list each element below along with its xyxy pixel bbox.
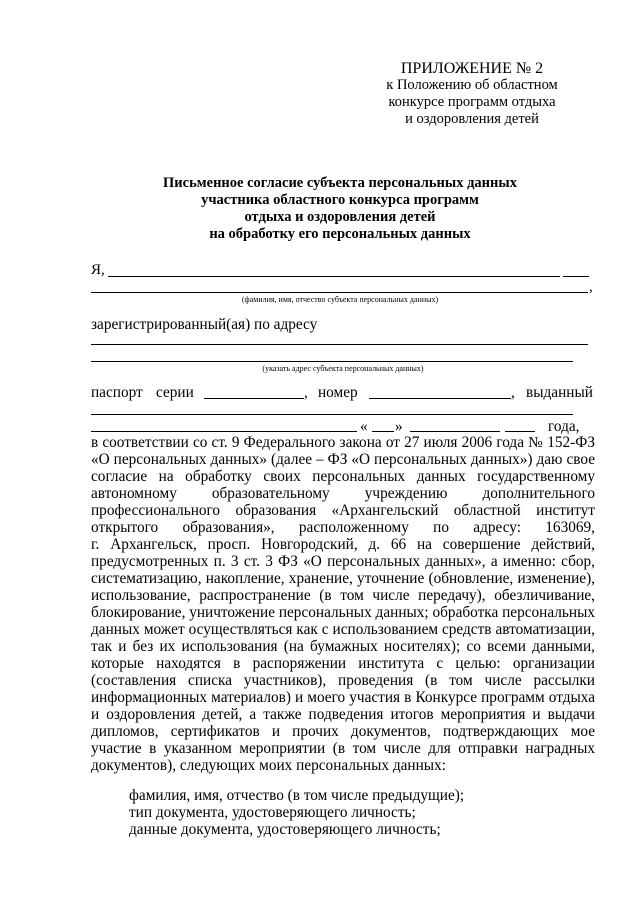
appendix-number: ПРИЛОЖЕНИЕ № 2 [400, 60, 544, 77]
body-line: автономному образовательному учреждению дополнительного [91, 485, 595, 502]
body-line: данных может осуществляться как с использованием средств автоматизации, [91, 621, 595, 638]
body-line: дипломов, сертификатов и прочих документов, подтверждающих мое [91, 723, 595, 740]
day-field[interactable] [372, 431, 394, 432]
body-line: предусмотренных п. 3 ст. 3 ФЗ «О персональных данных», а именно: сбор, [91, 553, 595, 570]
issued-field-line-1[interactable] [91, 414, 573, 415]
body-line: участие в указанном мероприятии (в том числе для отправки наградных [91, 740, 595, 757]
fio-field-line-2[interactable] [91, 292, 588, 293]
quote-close: » [395, 418, 403, 435]
passport-label: паспорт [91, 384, 143, 401]
appendix-line-3: и оздоровления детей [405, 111, 539, 127]
title-line-2: участника областного конкурса программ [201, 192, 479, 208]
number-field[interactable] [369, 398, 511, 399]
body-line: так и без их использования (на бумажных носителях); со всеми данными, [91, 638, 595, 655]
body-line: в соответствии со ст. 9 Федерального закона от 27 июля 2006 года № 152-ФЗ [91, 434, 595, 451]
issued-field-line-2[interactable] [91, 431, 357, 432]
address-caption: (указать адрес субъекта персональных данных) [262, 364, 424, 373]
ya-label: Я, [91, 262, 105, 278]
address-field-line-2[interactable] [91, 361, 573, 362]
issued-label: выданный [526, 384, 593, 401]
number-label: номер [318, 384, 358, 401]
title-line-3: отдыха и оздоровления детей [244, 209, 436, 225]
fio-field-line-1[interactable] [108, 276, 560, 277]
body-line: открытого образования», расположенному по адресу: 163069, [91, 519, 595, 536]
appendix-header [372, 60, 572, 128]
body-line: блокирование, уничтожение персональных данных; обработка персональных [91, 604, 595, 621]
body-line: документов), следующих моих персональных данных: [91, 757, 446, 774]
body-line: информационных материалов) и моего участия в Конкурсе программ отдыха [91, 689, 595, 706]
month-field[interactable] [410, 431, 500, 432]
series-field[interactable] [204, 398, 304, 399]
series-label: серии [156, 384, 194, 401]
list-item: фамилия, имя, отчество (в том числе предыдущие); [129, 787, 465, 804]
title-line-1: Письменное согласие субъекта персональных данных [163, 175, 517, 191]
number-comma: , [511, 384, 515, 401]
series-comma: , [304, 384, 308, 401]
body-line: «О персональных данных» (далее – ФЗ «О персональных данных») даю свое [91, 451, 595, 468]
body-line: (составления списка участников), проведения (в том числе рассылки [91, 672, 595, 689]
fio-field-line-1b[interactable] [563, 276, 589, 277]
address-field-line-1[interactable] [91, 344, 588, 345]
personal-data-list [129, 787, 464, 838]
appendix-line-2: конкурсе программ отдыха [388, 94, 556, 110]
list-item: данные документа, удостоверяющего личность; [129, 821, 441, 838]
quote-open: « [360, 418, 368, 435]
body-line: и оздоровления детей, а также подведения итогов мероприятия и выдачи [91, 706, 595, 723]
body-line: г. Архангельск, просп. Новгородский, д. 66 на совершение действий, [91, 536, 595, 553]
list-item: тип документа, удостоверяющего личность; [129, 804, 416, 821]
year-label: года, [548, 418, 580, 435]
body-line: систематизацию, накопление, хранение, уточнение (обновление, изменение), [91, 570, 595, 587]
body-line: согласие на обработку своих персональных данных государственному [91, 468, 595, 485]
body-line: использование, распространение (в том числе передачу), обезличивание, [91, 587, 595, 604]
appendix-line-1: к Положению об областном [386, 77, 558, 93]
fio-comma: , [589, 279, 593, 295]
registered-label: зарегистрированный(ая) по адресу [91, 316, 318, 333]
document-title [90, 175, 590, 243]
title-line-4: на обработку его персональных данных [209, 226, 471, 242]
body-line: которые находятся в распоряжении института с целью: организации [91, 655, 595, 672]
body-line: профессионального образования «Архангельский областной институт [91, 502, 595, 519]
fio-caption: (фамилия, имя, отчество субъекта персональных данных) [241, 295, 439, 304]
year-field[interactable] [505, 431, 535, 432]
consent-body [91, 434, 595, 774]
